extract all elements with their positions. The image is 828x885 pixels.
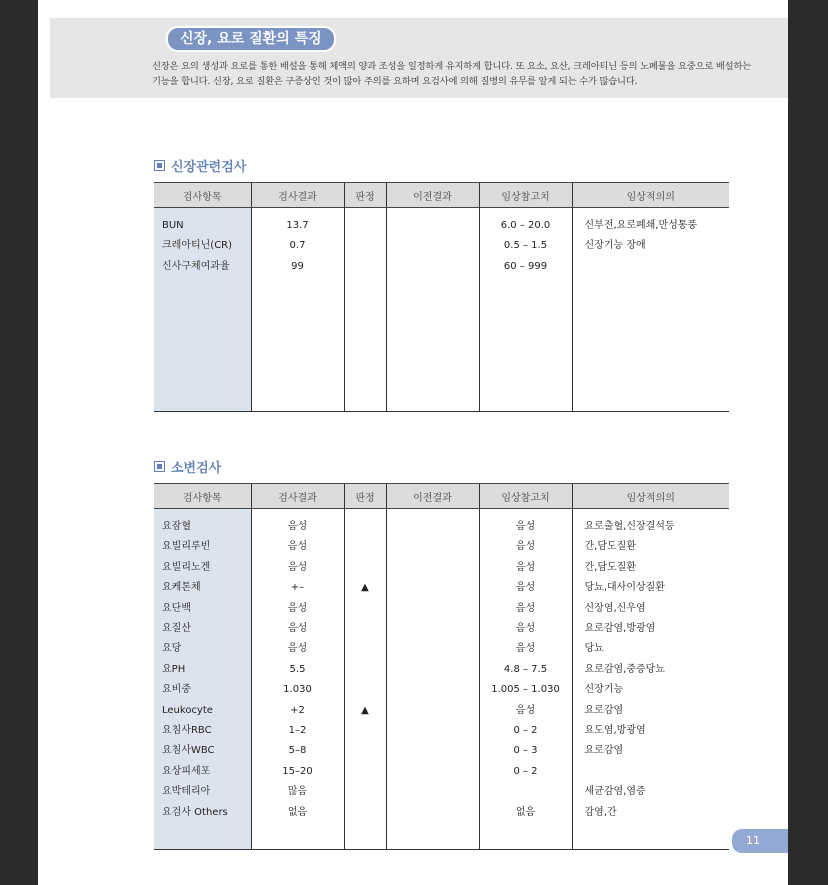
flag-icon xyxy=(344,741,386,761)
column-header: 이전결과 xyxy=(386,183,479,208)
table-row xyxy=(154,803,729,823)
flag-icon xyxy=(344,558,386,578)
cell-prev xyxy=(386,762,479,782)
flag-icon xyxy=(344,782,386,802)
cell-item: 요상피세포 xyxy=(154,762,251,782)
column-header: 임상참고치 xyxy=(479,183,572,208)
cell-result: 음성 xyxy=(251,639,344,659)
flag-icon xyxy=(344,660,386,680)
cell-prev xyxy=(386,236,479,256)
table-row xyxy=(154,216,729,236)
cell-item: 요침사WBC xyxy=(154,741,251,761)
cell-ref: 0.5 – 1.5 xyxy=(479,236,572,256)
flag-icon xyxy=(344,639,386,659)
flag-icon xyxy=(344,762,386,782)
cell-item: 요케톤체 xyxy=(154,578,251,598)
spacer-row xyxy=(154,823,729,850)
cell-result: 1.030 xyxy=(251,680,344,700)
cell-ref: 4.8 – 7.5 xyxy=(479,660,572,680)
cell-prev xyxy=(386,578,479,598)
table-row xyxy=(154,741,729,761)
kidney-table xyxy=(154,182,729,412)
cell-item: 요침사RBC xyxy=(154,721,251,741)
cell-meaning: 요로출혈,신장결석등 xyxy=(572,517,729,537)
table-row xyxy=(154,721,729,741)
cell-ref: 없음 xyxy=(479,803,572,823)
cell-result: 음성 xyxy=(251,619,344,639)
flag-icon xyxy=(344,257,386,277)
flag-icon xyxy=(344,517,386,537)
cell-result: 없음 xyxy=(251,803,344,823)
urine-section-title xyxy=(154,457,221,476)
cell-item: 크레아티닌(CR) xyxy=(154,236,251,256)
cell-result: 99 xyxy=(251,257,344,277)
cell-ref: 0 – 2 xyxy=(479,762,572,782)
cell-prev xyxy=(386,803,479,823)
cell-meaning xyxy=(572,762,729,782)
cell-prev xyxy=(386,257,479,277)
cell-prev xyxy=(386,517,479,537)
cell-item: 요단백 xyxy=(154,599,251,619)
cell-prev xyxy=(386,782,479,802)
cell-result: 많음 xyxy=(251,782,344,802)
intro-title: 신장, 요로 질환의 특징 xyxy=(166,26,336,52)
square-bullet-icon xyxy=(154,461,165,472)
spacer-row xyxy=(154,208,729,217)
table-row xyxy=(154,537,729,557)
cell-result: 음성 xyxy=(251,537,344,557)
flag-icon xyxy=(344,599,386,619)
table-row xyxy=(154,619,729,639)
cell-meaning: 세균감염,염증 xyxy=(572,782,729,802)
intro-box xyxy=(50,18,788,98)
cell-item: 요잠혈 xyxy=(154,517,251,537)
spacer-row xyxy=(154,277,729,412)
cell-result: 13.7 xyxy=(251,216,344,236)
table-row xyxy=(154,599,729,619)
table-row xyxy=(154,257,729,277)
cell-ref: 음성 xyxy=(479,537,572,557)
cell-meaning: 신부전,요로폐쇄,만성통풍 xyxy=(572,216,729,236)
cell-result: 15–20 xyxy=(251,762,344,782)
cell-meaning: 요로감염,중증당뇨 xyxy=(572,660,729,680)
cell-prev xyxy=(386,599,479,619)
flag-icon xyxy=(344,803,386,823)
cell-result: 음성 xyxy=(251,599,344,619)
cell-prev xyxy=(386,558,479,578)
table-row xyxy=(154,558,729,578)
cell-item: 요빌리루빈 xyxy=(154,537,251,557)
cell-item: 요비중 xyxy=(154,680,251,700)
cell-ref: 음성 xyxy=(479,619,572,639)
column-header: 임상참고치 xyxy=(479,484,572,509)
cell-item: 신사구체여과율 xyxy=(154,257,251,277)
flag-icon xyxy=(344,537,386,557)
cell-ref: 60 – 999 xyxy=(479,257,572,277)
cell-ref xyxy=(479,782,572,802)
cell-result: 5–8 xyxy=(251,741,344,761)
column-header: 임상적의의 xyxy=(572,484,729,509)
cell-ref: 0 – 2 xyxy=(479,721,572,741)
cell-prev xyxy=(386,741,479,761)
cell-item: 요PH xyxy=(154,660,251,680)
column-header: 검사항목 xyxy=(154,484,251,509)
column-header: 판정 xyxy=(344,183,386,208)
kidney-section-title xyxy=(154,156,246,175)
cell-result: 0.7 xyxy=(251,236,344,256)
column-header: 이전결과 xyxy=(386,484,479,509)
urine-header-row xyxy=(154,484,729,509)
table-row xyxy=(154,701,729,721)
cell-result: 음성 xyxy=(251,517,344,537)
cell-meaning: 당뇨 xyxy=(572,639,729,659)
cell-meaning: 신장기능 장애 xyxy=(572,236,729,256)
cell-ref: 음성 xyxy=(479,578,572,598)
cell-meaning: 요도염,방광염 xyxy=(572,721,729,741)
cell-item: 요박테리아 xyxy=(154,782,251,802)
column-header: 검사결과 xyxy=(251,183,344,208)
cell-result: 1–2 xyxy=(251,721,344,741)
table-row xyxy=(154,782,729,802)
flag-icon xyxy=(344,236,386,256)
cell-item: BUN xyxy=(154,216,251,236)
cell-meaning: 감염,간 xyxy=(572,803,729,823)
urine-title-text: 소변검사 xyxy=(171,461,222,476)
cell-prev xyxy=(386,619,479,639)
cell-result: 5.5 xyxy=(251,660,344,680)
cell-item: 요검사 Others xyxy=(154,803,251,823)
cell-ref: 6.0 – 20.0 xyxy=(479,216,572,236)
column-header: 검사결과 xyxy=(251,484,344,509)
page-number: 11 xyxy=(732,829,788,853)
cell-meaning: 간,담도질환 xyxy=(572,558,729,578)
spacer-row xyxy=(154,509,729,518)
cell-meaning: 요로감염 xyxy=(572,701,729,721)
flag-icon xyxy=(344,216,386,236)
cell-ref: 음성 xyxy=(479,558,572,578)
square-bullet-icon xyxy=(154,160,165,171)
cell-prev xyxy=(386,639,479,659)
table-row xyxy=(154,578,729,598)
flag-icon: ▲ xyxy=(344,701,386,721)
cell-ref: 0 – 3 xyxy=(479,741,572,761)
cell-prev xyxy=(386,537,479,557)
cell-ref: 음성 xyxy=(479,639,572,659)
kidney-header-row xyxy=(154,183,729,208)
cell-ref: 음성 xyxy=(479,701,572,721)
cell-result: 음성 xyxy=(251,558,344,578)
kidney-title-text: 신장관련검사 xyxy=(171,160,247,175)
cell-item: Leukocyte xyxy=(154,701,251,721)
cell-prev xyxy=(386,660,479,680)
column-header: 임상적의의 xyxy=(572,183,729,208)
urine-table xyxy=(154,483,729,850)
cell-item: 요당 xyxy=(154,639,251,659)
table-row xyxy=(154,660,729,680)
cell-prev xyxy=(386,216,479,236)
cell-prev xyxy=(386,680,479,700)
cell-ref: 음성 xyxy=(479,599,572,619)
table-row xyxy=(154,680,729,700)
cell-meaning: 간,담도질환 xyxy=(572,537,729,557)
cell-meaning xyxy=(572,257,729,277)
cell-ref: 1.005 – 1.030 xyxy=(479,680,572,700)
cell-prev xyxy=(386,701,479,721)
flag-icon xyxy=(344,619,386,639)
cell-item: 요빌리노겐 xyxy=(154,558,251,578)
table-row xyxy=(154,639,729,659)
intro-text: 신장은 요의 생성과 요로를 통한 배설을 통해 체액의 양과 조성을 일정하게 유지하게 합니다. 또 요소, 요산, 크레아티닌 등의 노폐물을 요중으로 배설하는 기능을 합니다. 신장, 요로 질환은 구증상인 것이 많아 주의를 요하며 요검사에 의해 질병의 유무를 알게 되는 수가 많습니다. xyxy=(152,61,751,87)
cell-result: +2 xyxy=(251,701,344,721)
table-row xyxy=(154,762,729,782)
document-page xyxy=(38,0,788,885)
flag-icon xyxy=(344,680,386,700)
cell-ref: 음성 xyxy=(479,517,572,537)
cell-meaning: 요로감염,방광염 xyxy=(572,619,729,639)
cell-item: 요질산 xyxy=(154,619,251,639)
cell-result: +– xyxy=(251,578,344,598)
table-row xyxy=(154,517,729,537)
column-header: 검사항목 xyxy=(154,183,251,208)
cell-meaning: 신장기능 xyxy=(572,680,729,700)
flag-icon: ▲ xyxy=(344,578,386,598)
cell-prev xyxy=(386,721,479,741)
cell-meaning: 신장염,신우염 xyxy=(572,599,729,619)
flag-icon xyxy=(344,721,386,741)
cell-meaning: 요로감염 xyxy=(572,741,729,761)
table-row xyxy=(154,236,729,256)
column-header: 판정 xyxy=(344,484,386,509)
cell-meaning: 당뇨,대사이상질환 xyxy=(572,578,729,598)
